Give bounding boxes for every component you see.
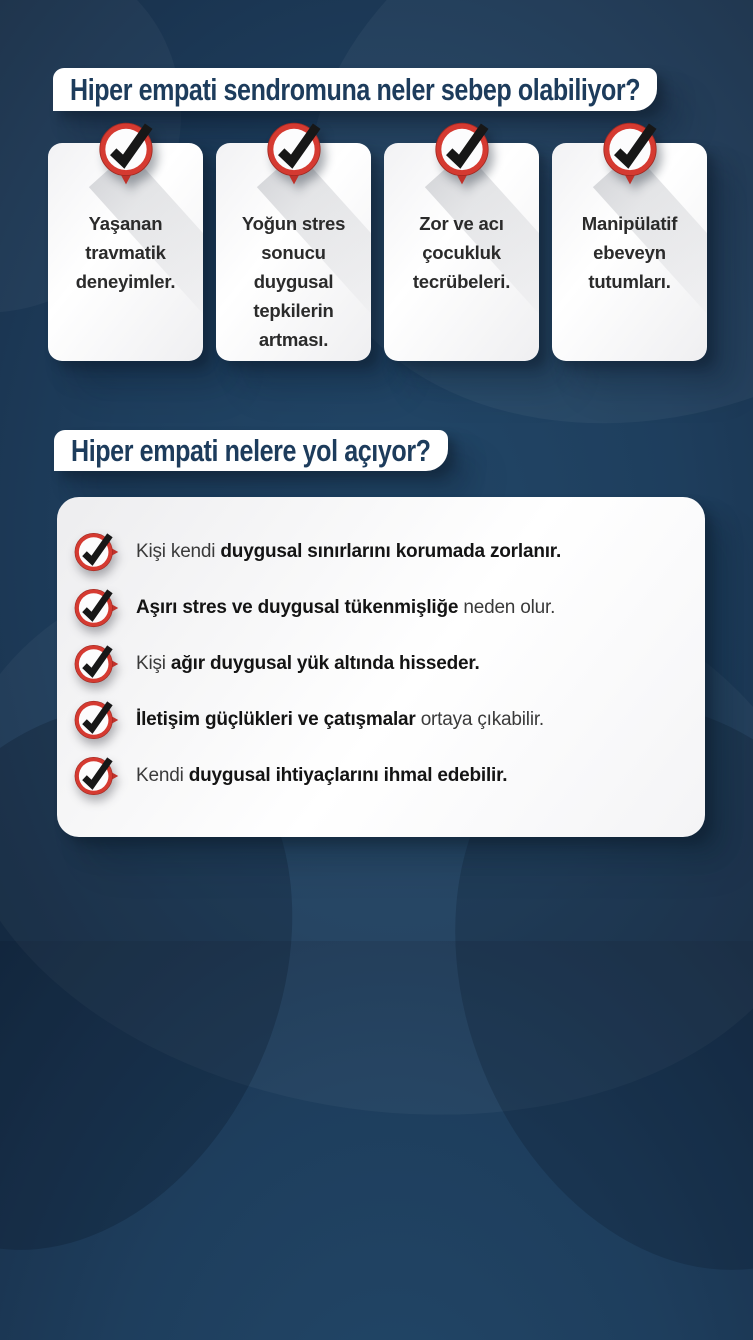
effect-text-bold: Aşırı stres ve duygusal tükenmişliğe — [136, 597, 459, 618]
effect-text-bold: duygusal sınırlarını korumada zorlanır. — [220, 541, 562, 562]
causes-section-title-text: Hiper empati sendromuna neler sebep olabiliyor? — [70, 71, 641, 107]
effects-section-title — [54, 430, 448, 471]
check-pin-icon — [262, 119, 326, 188]
cause-card — [48, 143, 203, 361]
check-pin-icon — [430, 119, 494, 188]
effect-text-regular: Kişi kendi — [136, 541, 221, 562]
effect-item-text — [136, 597, 555, 619]
check-bubble-icon — [72, 641, 122, 687]
effect-list-item — [72, 580, 685, 636]
cause-card — [216, 143, 371, 361]
check-pin-icon — [94, 119, 158, 188]
check-bubble-icon — [72, 697, 122, 743]
effect-text-regular: ortaya çıkabilir. — [415, 709, 545, 730]
cause-card — [552, 143, 707, 361]
effect-text-bold: İletişim güçlükleri ve çatışmalar — [136, 709, 416, 730]
effect-item-text — [136, 653, 480, 675]
check-bubble-icon — [72, 585, 122, 631]
effect-item-text — [136, 709, 544, 731]
check-bubble-icon — [72, 753, 122, 799]
cause-cards-row — [48, 143, 707, 361]
cause-card-text: Yaşanan travmatik deneyimler. — [75, 213, 176, 292]
cause-card-text: Yoğun stres sonucu duygusal tepkilerin artması. — [241, 213, 346, 350]
check-bubble-icon — [72, 529, 122, 575]
effect-text-bold: ağır duygusal yük altında hisseder. — [170, 653, 480, 674]
check-pin-icon — [598, 119, 662, 188]
effect-text-regular: neden olur. — [458, 597, 556, 618]
effect-list-item — [72, 692, 685, 748]
effect-list-item — [72, 524, 685, 580]
effect-list-item — [72, 636, 685, 692]
effects-section-title-text: Hiper empati nelere yol açıyor? — [71, 432, 431, 468]
effects-card — [57, 497, 705, 837]
effect-text-regular: Kendi — [136, 765, 189, 786]
effect-text-bold: duygusal ihtiyaçlarını ihmal edebilir. — [188, 765, 508, 786]
effect-item-text — [136, 541, 561, 563]
cause-card-text: Manipülatif ebeveyn tutumları. — [581, 213, 678, 292]
effect-text-regular: Kişi — [136, 653, 171, 674]
effect-list-item — [72, 748, 685, 804]
cause-card-text: Zor ve acı çocukluk tecrübeleri. — [412, 213, 511, 292]
effect-item-text — [136, 765, 507, 787]
causes-section-title — [53, 68, 657, 111]
cause-card — [384, 143, 539, 361]
